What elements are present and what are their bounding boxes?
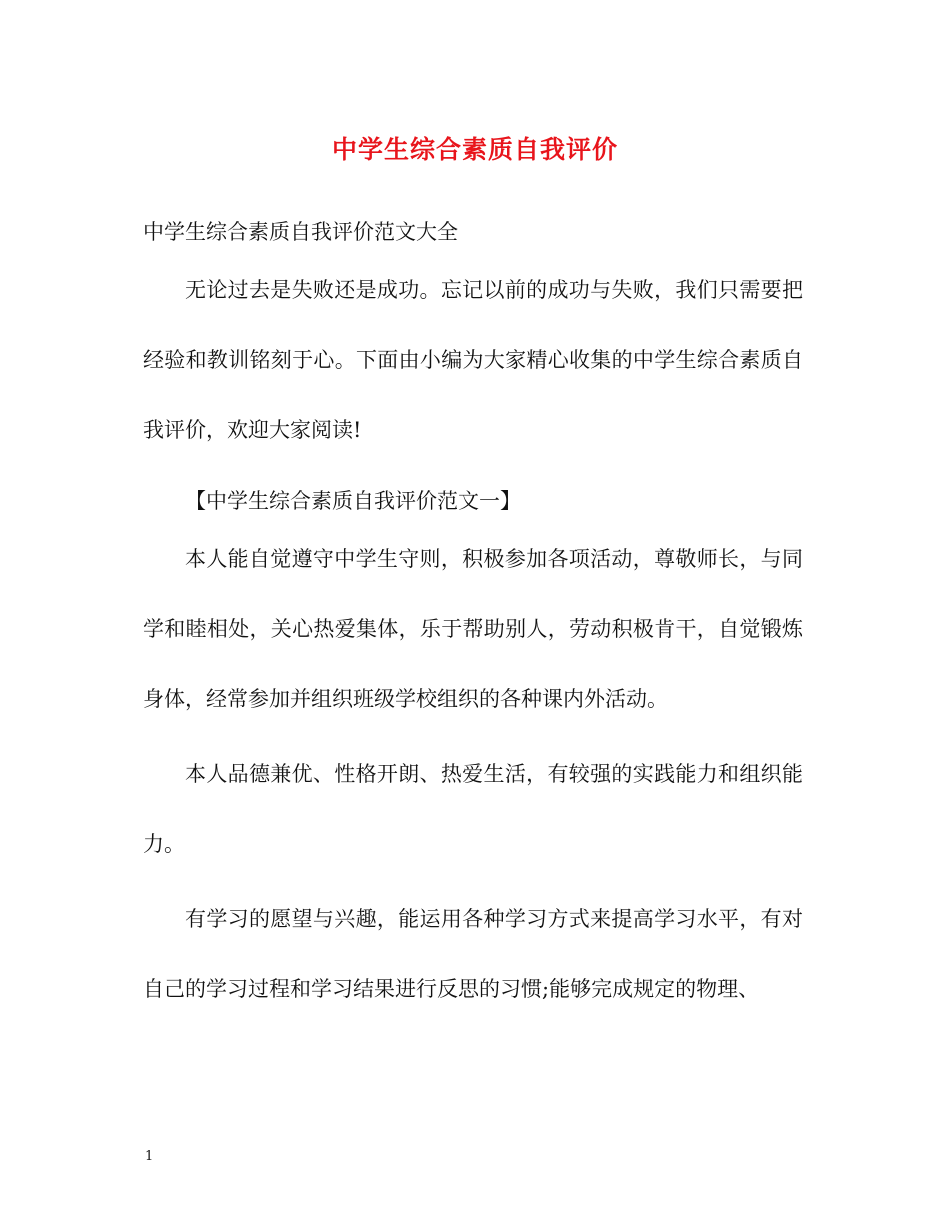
intro-paragraph: 无论过去是失败还是成功。忘记以前的成功与失败，我们只需要把经验和教训铭刻于心。下面由小编为大家精心收集的中学生综合素质自我评价，欢迎大家阅读!	[143, 278, 803, 442]
body-paragraph-3: 有学习的愿望与兴趣，能运用各种学习方式来提高学习水平，有对自己的学习过程和学习结果进行反思的习惯;能够完成规定的物理、	[143, 907, 803, 1001]
document-title: 中学生综合素质自我评价	[331, 135, 618, 164]
body-paragraph-2: 本人品德兼优、性格开朗、热爱生活，有较强的实践能力和组织能力。	[143, 762, 803, 856]
document-body	[143, 214, 803, 1046]
page-number: 1	[145, 1149, 154, 1164]
section-heading: 【中学生综合素质自我评价范文一】	[185, 489, 521, 513]
document-subtitle: 中学生综合素质自我评价范文大全	[143, 220, 458, 244]
body-paragraph-1: 本人能自觉遵守中学生守则，积极参加各项活动，尊敬师长，与同学和睦相处，关心热爱集体，乐于帮助别人，劳动积极肯干，自觉锻炼身体，经常参加并组织班级学校组织的各种课内外活动。	[143, 547, 803, 711]
